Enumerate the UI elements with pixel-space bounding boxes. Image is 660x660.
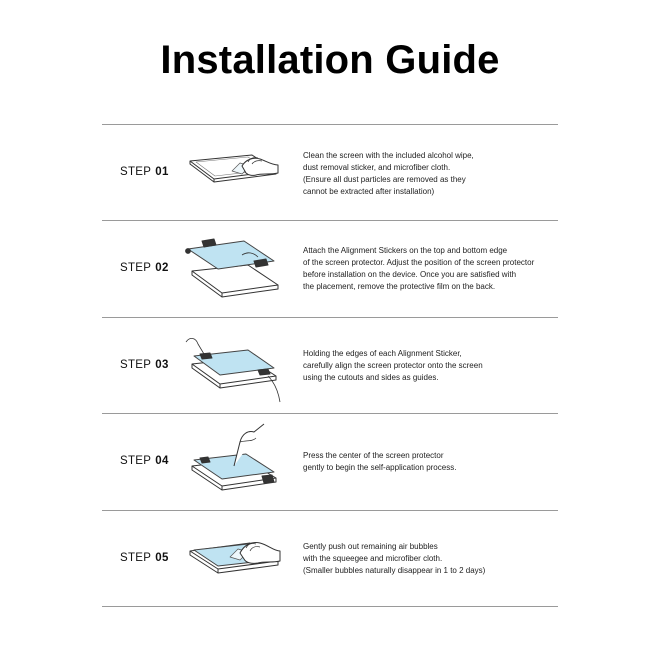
step-02-illustration: [182, 227, 286, 311]
step-05-description: [303, 541, 558, 577]
step-word: STEP: [120, 455, 152, 467]
description-line: Holding the edges of each Alignment Sticker,: [303, 349, 462, 358]
step-04-description: [303, 450, 558, 474]
description-line: cannot be extracted after installation): [303, 187, 435, 196]
step-number: 02: [155, 262, 169, 274]
step-01-illustration: [182, 131, 286, 215]
step-03-label: [120, 359, 169, 371]
description-line: using the cutouts and sides as guides.: [303, 373, 439, 382]
step-number: 05: [155, 552, 169, 564]
description-line: carefully align the screen protector onto the screen: [303, 361, 483, 370]
step-05: [102, 511, 558, 607]
step-02-label: [120, 262, 169, 274]
step-01-label: [120, 166, 169, 178]
step-number: 01: [155, 166, 169, 178]
description-line: gently to begin the self-application process.: [303, 463, 457, 472]
step-04: [102, 414, 558, 510]
step-02-description: [303, 245, 558, 293]
step-03: [102, 318, 558, 414]
step-word: STEP: [120, 262, 152, 274]
description-line: Gently push out remaining air bubbles: [303, 542, 438, 551]
step-number: 04: [155, 455, 169, 467]
step-04-label: [120, 455, 169, 467]
description-line: (Smaller bubbles naturally disappear in 1 to 2 days): [303, 566, 486, 575]
description-line: Attach the Alignment Stickers on the top and bottom edge: [303, 246, 508, 255]
description-line: Clean the screen with the included alcohol wipe,: [303, 151, 474, 160]
description-line: Press the center of the screen protector: [303, 451, 444, 460]
description-line: the placement, remove the protective film on the back.: [303, 282, 496, 291]
step-word: STEP: [120, 359, 152, 371]
step-05-label: [120, 552, 169, 564]
description-line: dust removal sticker, and microfiber cloth.: [303, 163, 451, 172]
step-03-illustration: [182, 324, 286, 408]
page-title: Installation Guide: [160, 38, 500, 82]
step-01: [102, 125, 558, 221]
step-03-description: [303, 348, 558, 384]
step-word: STEP: [120, 166, 152, 178]
step-04-illustration: [182, 420, 286, 504]
description-line: (Ensure all dust particles are removed as they: [303, 175, 466, 184]
description-line: before installation on the device. Once you are satisfied with: [303, 270, 517, 279]
step-02: [102, 221, 558, 317]
divider: [102, 606, 558, 607]
description-line: with the squeegee and microfiber cloth.: [303, 554, 443, 563]
step-number: 03: [155, 359, 169, 371]
description-line: of the screen protector. Adjust the position of the screen protector: [303, 258, 535, 267]
step-01-description: [303, 150, 558, 198]
step-word: STEP: [120, 552, 152, 564]
step-05-illustration: [182, 517, 286, 601]
